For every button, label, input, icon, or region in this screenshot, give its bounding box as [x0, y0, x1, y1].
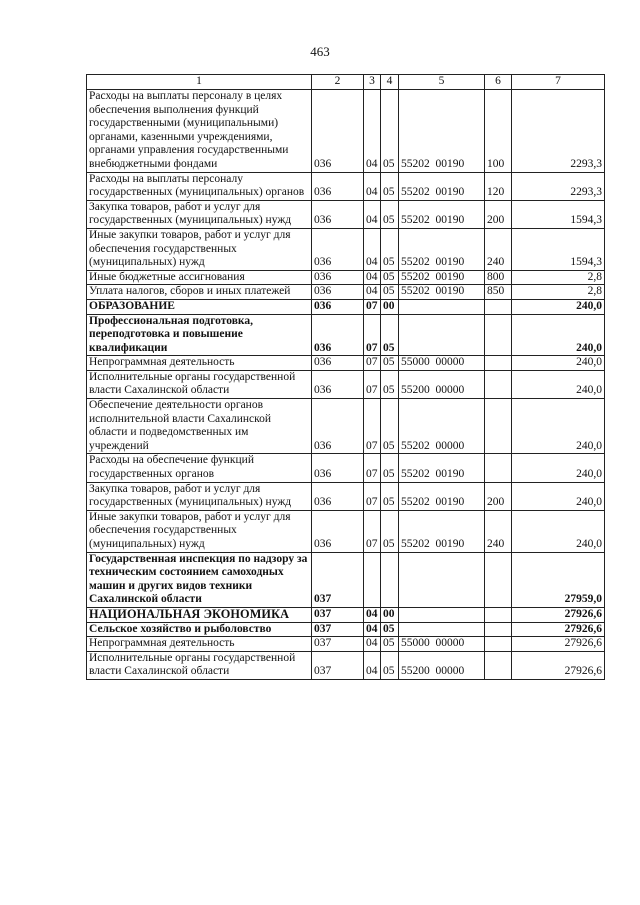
section-code: 04 [364, 200, 381, 228]
ministry-code: 036 [312, 482, 364, 510]
section-code [364, 552, 381, 607]
item-name: НАЦИОНАЛЬНАЯ ЭКОНОМИКА [87, 607, 312, 622]
item-name: Государственная инспекция по надзору за техническим состоянием самоходных машин и других видов техники Сахалинской области [87, 552, 312, 607]
subsection-code: 00 [381, 299, 399, 314]
expense-type-code [485, 399, 512, 454]
target-article-code: 55000 00000 [399, 637, 485, 652]
expense-type-code [485, 370, 512, 398]
amount: 27959,0 [512, 552, 605, 607]
section-code: 07 [364, 356, 381, 371]
ministry-code: 036 [312, 172, 364, 200]
section-code: 04 [364, 90, 381, 173]
section-code: 04 [364, 172, 381, 200]
table-row [87, 270, 605, 285]
subsection-code: 05 [381, 651, 399, 679]
subsection-code: 05 [381, 172, 399, 200]
header-col-1: 1 [87, 75, 312, 90]
header-col-5: 5 [399, 75, 485, 90]
section-code: 07 [364, 314, 381, 356]
expense-type-code [485, 299, 512, 314]
expense-type-code [485, 552, 512, 607]
section-code: 07 [364, 510, 381, 552]
expense-type-code: 850 [485, 285, 512, 300]
ministry-code: 036 [312, 200, 364, 228]
item-name: Профессиональная подготовка, переподготовка и повышение квалификации [87, 314, 312, 356]
target-article-code [399, 607, 485, 622]
subsection-code: 05 [381, 399, 399, 454]
item-name: Исполнительные органы государственной власти Сахалинской области [87, 651, 312, 679]
ministry-code: 037 [312, 651, 364, 679]
table-row [87, 607, 605, 622]
header-col-2: 2 [312, 75, 364, 90]
subsection-code: 05 [381, 510, 399, 552]
item-name: Непрограммная деятельность [87, 356, 312, 371]
table-row [87, 552, 605, 607]
ministry-code: 036 [312, 299, 364, 314]
amount: 27926,6 [512, 637, 605, 652]
section-code: 07 [364, 482, 381, 510]
subsection-code: 05 [381, 285, 399, 300]
expense-type-code [485, 637, 512, 652]
expense-type-code [485, 356, 512, 371]
target-article-code: 55000 00000 [399, 356, 485, 371]
target-article-code: 55202 00190 [399, 454, 485, 482]
target-article-code [399, 552, 485, 607]
expense-type-code [485, 314, 512, 356]
section-code: 04 [364, 622, 381, 637]
table-row [87, 399, 605, 454]
subsection-code: 05 [381, 482, 399, 510]
section-code: 04 [364, 285, 381, 300]
target-article-code [399, 622, 485, 637]
item-name: Расходы на обеспечение функций государственных органов [87, 454, 312, 482]
table-row [87, 454, 605, 482]
expense-type-code: 120 [485, 172, 512, 200]
amount: 27926,6 [512, 651, 605, 679]
item-name: Закупка товаров, работ и услуг для государственных (муниципальных) нужд [87, 200, 312, 228]
expense-type-code: 200 [485, 482, 512, 510]
subsection-code: 05 [381, 356, 399, 371]
target-article-code [399, 314, 485, 356]
header-row [87, 75, 605, 90]
target-article-code: 55200 00000 [399, 370, 485, 398]
amount: 240,0 [512, 299, 605, 314]
table-row [87, 637, 605, 652]
ministry-code: 036 [312, 399, 364, 454]
ministry-code: 036 [312, 285, 364, 300]
header-col-7: 7 [512, 75, 605, 90]
item-name: Исполнительные органы государственной власти Сахалинской области [87, 370, 312, 398]
target-article-code: 55202 00190 [399, 270, 485, 285]
item-name: Иные закупки товаров, работ и услуг для обеспечения государственных (муниципальных) нужд [87, 228, 312, 270]
ministry-code: 036 [312, 356, 364, 371]
item-name: Непрограммная деятельность [87, 637, 312, 652]
item-name: Расходы на выплаты персоналу в целях обеспечения выполнения функций государственными (муниципальными) органами, казенными учреждениями, органами управления государственными внебюджетными фондами [87, 90, 312, 173]
amount: 240,0 [512, 314, 605, 356]
table-row [87, 285, 605, 300]
ministry-code: 037 [312, 622, 364, 637]
ministry-code: 037 [312, 552, 364, 607]
expense-type-code [485, 651, 512, 679]
subsection-code: 05 [381, 90, 399, 173]
table-row [87, 314, 605, 356]
table-row [87, 510, 605, 552]
amount: 240,0 [512, 356, 605, 371]
item-name: Иные закупки товаров, работ и услуг для обеспечения государственных (муниципальных) нужд [87, 510, 312, 552]
expense-type-code [485, 622, 512, 637]
section-code: 04 [364, 607, 381, 622]
header-col-4: 4 [381, 75, 399, 90]
target-article-code: 55202 00190 [399, 285, 485, 300]
expense-type-code: 240 [485, 228, 512, 270]
subsection-code: 05 [381, 454, 399, 482]
header-col-6: 6 [485, 75, 512, 90]
table-row [87, 622, 605, 637]
expense-type-code [485, 454, 512, 482]
amount: 240,0 [512, 370, 605, 398]
amount: 2,8 [512, 270, 605, 285]
table-row [87, 90, 605, 173]
section-code: 04 [364, 228, 381, 270]
page-number: 463 [310, 44, 330, 59]
ministry-code: 036 [312, 454, 364, 482]
subsection-code: 00 [381, 607, 399, 622]
ministry-code: 037 [312, 637, 364, 652]
section-code: 07 [364, 299, 381, 314]
table-row [87, 370, 605, 398]
table-row [87, 651, 605, 679]
ministry-code: 036 [312, 510, 364, 552]
amount: 2,8 [512, 285, 605, 300]
table-row [87, 200, 605, 228]
amount: 1594,3 [512, 228, 605, 270]
section-code: 07 [364, 454, 381, 482]
target-article-code [399, 299, 485, 314]
section-code: 07 [364, 370, 381, 398]
section-code: 04 [364, 651, 381, 679]
target-article-code: 55202 00190 [399, 200, 485, 228]
expense-type-code: 200 [485, 200, 512, 228]
amount: 240,0 [512, 482, 605, 510]
target-article-code: 55202 00190 [399, 482, 485, 510]
table-row [87, 299, 605, 314]
expense-type-code: 100 [485, 90, 512, 173]
section-code: 07 [364, 399, 381, 454]
ministry-code: 037 [312, 607, 364, 622]
subsection-code [381, 552, 399, 607]
table-row [87, 356, 605, 371]
subsection-code: 05 [381, 622, 399, 637]
table-body [87, 90, 605, 680]
subsection-code: 05 [381, 637, 399, 652]
ministry-code: 036 [312, 270, 364, 285]
target-article-code: 55202 00000 [399, 399, 485, 454]
ministry-code: 036 [312, 228, 364, 270]
table-row [87, 482, 605, 510]
target-article-code: 55202 00190 [399, 510, 485, 552]
budget-table [86, 74, 605, 680]
amount: 27926,6 [512, 607, 605, 622]
section-code: 04 [364, 637, 381, 652]
target-article-code: 55202 00190 [399, 228, 485, 270]
table-row [87, 228, 605, 270]
amount: 2293,3 [512, 172, 605, 200]
item-name: Расходы на выплаты персоналу государственных (муниципальных) органов [87, 172, 312, 200]
amount: 27926,6 [512, 622, 605, 637]
amount: 1594,3 [512, 200, 605, 228]
expense-type-code: 240 [485, 510, 512, 552]
item-name: Закупка товаров, работ и услуг для государственных (муниципальных) нужд [87, 482, 312, 510]
ministry-code: 036 [312, 90, 364, 173]
table-row [87, 172, 605, 200]
subsection-code: 05 [381, 314, 399, 356]
item-name: Иные бюджетные ассигнования [87, 270, 312, 285]
amount: 240,0 [512, 510, 605, 552]
subsection-code: 05 [381, 228, 399, 270]
ministry-code: 036 [312, 314, 364, 356]
item-name: ОБРАЗОВАНИЕ [87, 299, 312, 314]
amount: 2293,3 [512, 90, 605, 173]
item-name: Уплата налогов, сборов и иных платежей [87, 285, 312, 300]
subsection-code: 05 [381, 370, 399, 398]
target-article-code: 55200 00000 [399, 651, 485, 679]
subsection-code: 05 [381, 270, 399, 285]
target-article-code: 55202 00190 [399, 90, 485, 173]
ministry-code: 036 [312, 370, 364, 398]
item-name: Обеспечение деятельности органов исполнительной власти Сахалинской области и подведомственных им учреждений [87, 399, 312, 454]
target-article-code: 55202 00190 [399, 172, 485, 200]
subsection-code: 05 [381, 200, 399, 228]
item-name: Сельское хозяйство и рыболовство [87, 622, 312, 637]
amount: 240,0 [512, 399, 605, 454]
section-code: 04 [364, 270, 381, 285]
amount: 240,0 [512, 454, 605, 482]
expense-type-code [485, 607, 512, 622]
expense-type-code: 800 [485, 270, 512, 285]
header-col-3: 3 [364, 75, 381, 90]
